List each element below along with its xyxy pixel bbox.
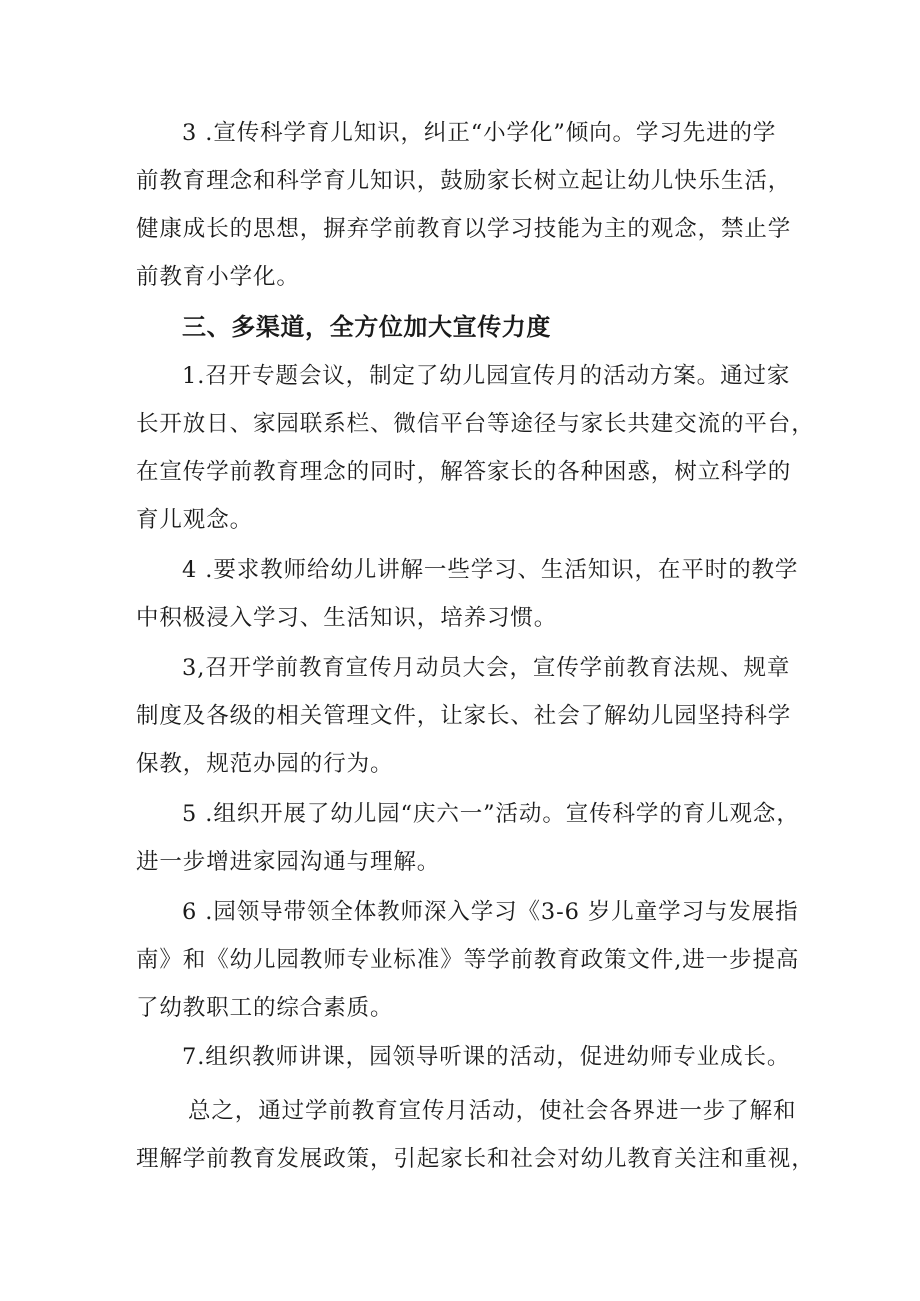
item-3-second-line-1: 3,召开学前教育宣传月动员大会，宣传学前教育法规、规章: [182, 655, 791, 681]
item-3-first-line-3: 健康成长的思想，摒弃学前教育以学习技能为主的观念，禁止学: [136, 216, 792, 242]
item-3-first-line-4: 前教育小学化。: [136, 264, 300, 290]
item-1-line-3: 在宣传学前教育理念的同时，解答家长的各种困惑，树立科学的: [136, 459, 792, 485]
item-6-line-3: 了幼教职工的综合素质。: [136, 995, 394, 1021]
item-1-line-4: 育儿观念。: [136, 507, 254, 533]
item-1-line-2: 长开放日、家园联系栏、微信平台等途径与家长共建交流的平台，: [136, 411, 815, 437]
item-1-line-1: 1.召开专题会议，制定了幼儿园宣传月的活动方案。通过家: [182, 363, 791, 389]
summary-line-1: 总之，通过学前教育宣传月活动，使社会各界进一步了解和: [188, 1098, 797, 1124]
item-3-first-line-2: 前教育理念和科学育儿知识，鼓励家长树立起让幼儿快乐生活，: [136, 168, 792, 194]
item-3-second-line-3: 保教，规范办园的行为。: [136, 751, 394, 777]
item-4-line-1: 4 .要求教师给幼儿讲解一些学习、生活知识，在平时的教学: [182, 557, 799, 583]
item-7-line-1: 7.组织教师讲课，园领导听课的活动，促进幼师专业成长。: [182, 1044, 791, 1070]
summary-line-2: 理解学前教育发展政策，引起家长和社会对幼儿教育关注和重视，: [136, 1146, 815, 1172]
item-4-line-2: 中积极浸入学习、生活知识，培养习惯。: [136, 605, 558, 631]
item-5-line-2: 进一步增进家园沟通与理解。: [136, 849, 441, 875]
item-3-first-line-1: 3 .宣传科学育儿知识，纠正“小学化”倾向。学习先进的学: [182, 120, 777, 146]
section-heading: 三、多渠道，全方位加大宣传力度: [182, 313, 551, 341]
item-3-second-line-2: 制度及各级的相关管理文件，让家长、社会了解幼儿园坚持科学: [136, 703, 792, 729]
item-5-line-1: 5 .组织开展了幼儿园“庆六一”活动。宣传科学的育儿观念，: [182, 801, 800, 827]
item-6-line-2: 南》和《幼儿园教师专业标准》等学前教育政策文件,进一步提高: [136, 947, 800, 973]
item-6-line-1: 6 .园领导带领全体教师深入学习《3-6 岁儿童学习与发展指: [182, 899, 799, 925]
